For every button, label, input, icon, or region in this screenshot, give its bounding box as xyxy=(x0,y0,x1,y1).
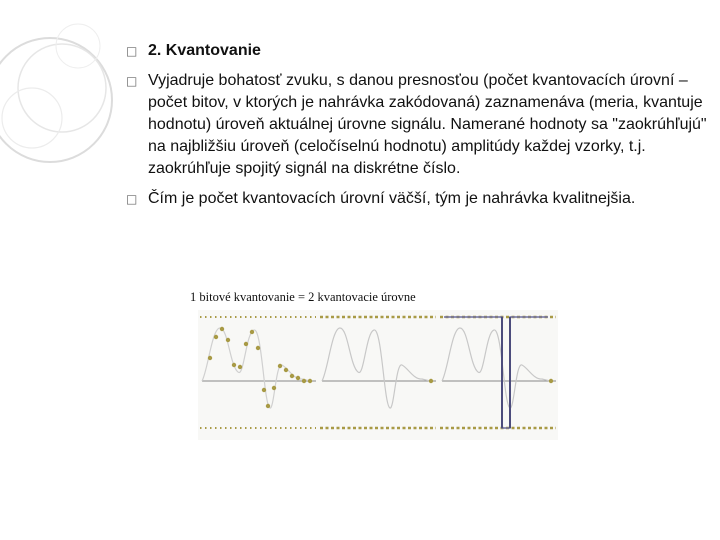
bullet-item xyxy=(126,40,716,62)
sample-point xyxy=(549,379,553,383)
quantized-wave xyxy=(444,317,548,428)
bullet-item xyxy=(126,188,716,210)
quantization-figure xyxy=(190,290,560,450)
quantized-output-plot xyxy=(438,310,558,440)
quantized-grid-plot xyxy=(318,310,438,440)
square-bullet-icon: □ xyxy=(126,44,138,58)
analog-wave xyxy=(202,328,310,408)
deco-circle-small xyxy=(56,24,100,68)
bullet-text: Vyjadruje bohatosť zvuku, s danou presnosťou (počet kvantovacích úrovní – počet bitov, v ktorých je nahrávka zakódovaná) zaznamenáva (meria, kvantuje hodnotu) úroveň aktuálnej úrovne signálu. Namerané hodnoty sa "zaokrúhľujú" na najbližšiu úroveň (celočíselnú hodnotu) amplitúdy každej vzorky, t.j. zaokrúhľuje spojitý signál na diskrétne číslo. xyxy=(148,72,707,177)
quantization-levels xyxy=(200,317,316,428)
sample-points xyxy=(208,327,312,408)
analog-wave xyxy=(322,328,430,408)
bullet-text: 2. Kvantovanie xyxy=(148,42,261,59)
figure-caption: 1 bitové kvantovanie = 2 kvantovacie úrovne xyxy=(190,290,416,304)
quantization-levels xyxy=(440,317,556,428)
deco-circle-inner xyxy=(2,88,62,148)
bullet-text: Čím je počet kvantovacích úrovní väčší, tým je nahrávka kvalitnejšia. xyxy=(148,190,636,207)
square-bullet-icon: □ xyxy=(126,74,138,88)
bullet-item xyxy=(126,70,716,180)
quantization-levels xyxy=(320,317,436,428)
sample-point xyxy=(429,379,433,383)
analog-wave xyxy=(442,328,550,408)
bullet-list xyxy=(126,40,716,218)
sampled-signal-plot xyxy=(198,310,318,440)
square-bullet-icon: □ xyxy=(126,192,138,206)
